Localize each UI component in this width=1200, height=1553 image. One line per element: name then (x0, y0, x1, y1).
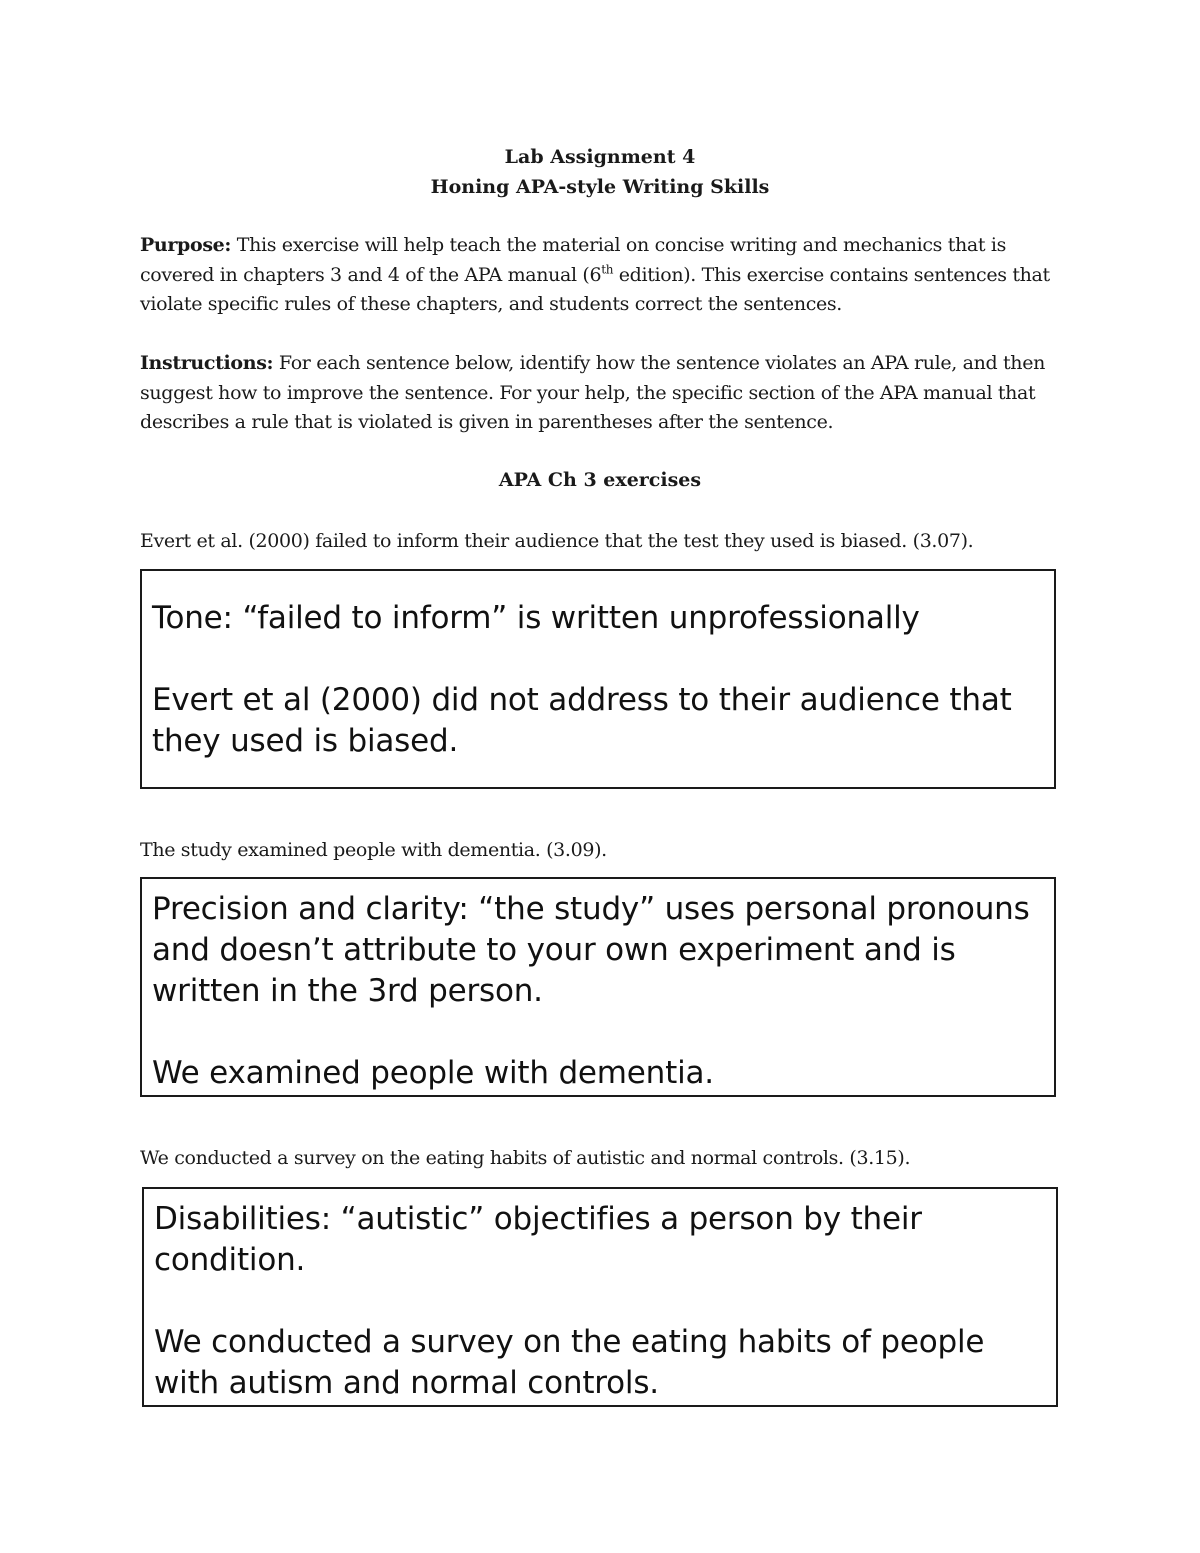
document-title: Lab Assignment 4 (504, 146, 696, 168)
exercise-3-question: We conducted a survey on the eating habits of autistic and normal controls. (3.15). (140, 1147, 911, 1169)
exercise-1-answer-fix: Evert et al (2000) did not address to their audience that they used is biased. (152, 682, 1022, 759)
instructions-text: For each sentence below, identify how the sentence violates an APA rule, and then suggest how to improve the sentence. For your help, the specific section of the APA manual that describes a rule that is violated is given in parentheses after the sentence. (140, 352, 1045, 433)
exercise-1-answer-issue: Tone: “failed to inform” is written unprofessionally (152, 600, 920, 636)
exercise-1-answer-box[interactable] (140, 569, 1056, 789)
exercise-3-answer-box[interactable] (142, 1187, 1058, 1407)
exercise-1-answer-gap (152, 639, 1044, 680)
exercise-3-answer-issue: Disabilities: “autistic” objectifies a person by their condition. (154, 1201, 932, 1278)
exercise-2-answer-box[interactable] (140, 877, 1056, 1097)
exercise-2-answer-issue: Precision and clarity: “the study” uses personal pronouns and doesn’t attribute to your own experiment and is written in the 3rd person. (152, 891, 1040, 1009)
exercise-2-question: The study examined people with dementia. (3.09). (140, 839, 607, 861)
exercise-2-answer-gap (152, 1012, 1044, 1053)
section-heading: APA Ch 3 exercises (498, 469, 702, 491)
purpose-superscript: th (601, 262, 614, 277)
document-subtitle: Honing APA-style Writing Skills (430, 176, 770, 198)
instructions-label: Instructions: (140, 352, 274, 374)
exercise-3-answer-gap (154, 1281, 1046, 1322)
purpose-text-part2: edition). This exercise contains sentences that violate specific rules of these chapters, and students correct the sentences. (140, 263, 1050, 315)
purpose-text-part1: This exercise will help teach the material on concise writing and mechanics that is covered in chapters 3 and 4 of the APA manual (6 (140, 234, 1006, 286)
exercise-3-answer-fix: We conducted a survey on the eating habits of people with autism and normal controls. (154, 1324, 994, 1401)
exercise-2-answer-fix: We examined people with dementia. (152, 1055, 714, 1091)
purpose-paragraph (140, 231, 1060, 320)
instructions-paragraph (140, 349, 1060, 438)
purpose-label: Purpose: (140, 234, 232, 256)
exercise-1-question: Evert et al. (2000) failed to inform their audience that the test they used is biased. (3.07). (140, 530, 974, 552)
